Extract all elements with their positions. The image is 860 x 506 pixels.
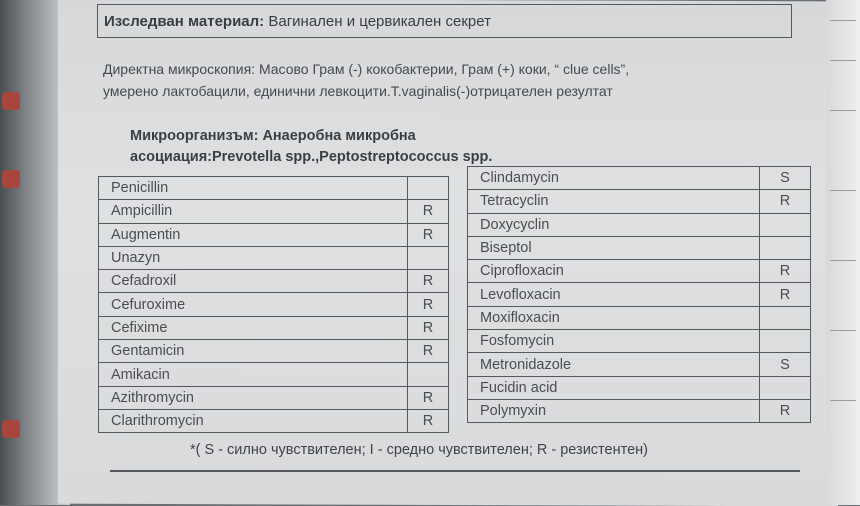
antibiotic-row bbox=[99, 386, 449, 409]
antibiotic-name: Ampicillin bbox=[99, 200, 408, 223]
red-object-middle bbox=[2, 170, 20, 188]
antibiotic-name: Moxifloxacin bbox=[468, 306, 760, 329]
organism-section bbox=[130, 126, 650, 168]
red-object-top bbox=[2, 92, 20, 110]
antibiotic-row bbox=[468, 353, 811, 376]
antibiotic-name: Clarithromycin bbox=[99, 409, 408, 432]
antibiotic-row bbox=[99, 340, 449, 363]
antibiotic-name: Biseptol bbox=[468, 236, 760, 259]
antibiotic-row bbox=[468, 236, 811, 259]
antibiotic-name: Cefixime bbox=[99, 316, 408, 339]
antibiotic-row bbox=[99, 200, 449, 223]
antibiotic-row bbox=[468, 260, 811, 283]
antibiotic-row bbox=[99, 246, 449, 269]
antibiotic-name: Amikacin bbox=[99, 363, 408, 386]
bottom-rule bbox=[110, 470, 800, 472]
antibiogram-table-right bbox=[467, 166, 811, 423]
antibiotic-row bbox=[468, 399, 811, 422]
antibiogram-table-left bbox=[98, 176, 449, 433]
microscopy-line-1: Директна микроскопия: Масово Грам (-) кокобактерии, Грам (+) коки, “ clue cells”, bbox=[103, 61, 630, 77]
susceptibility-result: R bbox=[408, 293, 449, 316]
antibiotic-row bbox=[468, 167, 811, 190]
antibiotic-row bbox=[99, 177, 449, 200]
susceptibility-result: R bbox=[408, 270, 449, 293]
susceptibility-result: R bbox=[760, 190, 811, 213]
right-paper-stack bbox=[826, 0, 860, 505]
susceptibility-result bbox=[760, 236, 811, 259]
material-section bbox=[97, 4, 792, 38]
antibiotic-row bbox=[99, 270, 449, 293]
material-value: Вагинален и цервикален секрет bbox=[268, 13, 491, 30]
antibiotic-name: Fosfomycin bbox=[468, 330, 760, 353]
antibiotic-row bbox=[99, 316, 449, 339]
organism-line-1: Микроорганизъм: Анаеробна микробна bbox=[130, 128, 416, 144]
antibiotic-name: Clindamycin bbox=[468, 167, 760, 190]
susceptibility-result: R bbox=[408, 409, 449, 432]
antibiotic-name: Penicillin bbox=[99, 177, 408, 200]
antibiotic-name: Ciprofloxacin bbox=[468, 260, 760, 283]
susceptibility-result: R bbox=[760, 260, 811, 283]
antibiotic-row bbox=[99, 363, 449, 386]
susceptibility-result bbox=[760, 330, 811, 353]
susceptibility-result bbox=[408, 177, 449, 200]
antibiotic-name: Cefadroxil bbox=[99, 270, 408, 293]
microscopy-line-2: умерено лактобацили, единични левкоцити.T.vaginalis(-)отрицателен резултат bbox=[103, 83, 613, 99]
antibiotic-row bbox=[99, 293, 449, 316]
antibiotic-name: Azithromycin bbox=[99, 386, 408, 409]
antibiotic-row bbox=[99, 223, 449, 246]
susceptibility-result: R bbox=[408, 200, 449, 223]
antibiotic-name: Fucidin acid bbox=[468, 376, 760, 399]
susceptibility-result: S bbox=[760, 353, 811, 376]
susceptibility-result bbox=[408, 246, 449, 269]
antibiotic-name: Levofloxacin bbox=[468, 283, 760, 306]
antibiotic-row bbox=[468, 190, 811, 213]
susceptibility-result: R bbox=[408, 316, 449, 339]
material-label: Изследван материал: bbox=[104, 13, 265, 30]
antibiotic-name: Unazyn bbox=[99, 246, 408, 269]
susceptibility-result: R bbox=[408, 223, 449, 246]
susceptibility-result: R bbox=[760, 399, 811, 422]
antibiotic-name: Metronidazole bbox=[468, 353, 760, 376]
legend-note: *( S - силно чувствителен; I - средно чувствителен; R - резистентен) bbox=[190, 442, 648, 458]
antibiotic-row bbox=[468, 376, 811, 399]
antibiotic-name: Augmentin bbox=[99, 223, 408, 246]
antibiotic-name: Doxycyclin bbox=[468, 213, 760, 236]
microscopy-section bbox=[103, 58, 783, 102]
susceptibility-result bbox=[760, 376, 811, 399]
susceptibility-result bbox=[408, 363, 449, 386]
antibiotic-row bbox=[99, 409, 449, 432]
red-object-bottom bbox=[2, 420, 20, 438]
susceptibility-result: R bbox=[408, 340, 449, 363]
antibiotic-row bbox=[468, 213, 811, 236]
organism-line-2: асоциация:Prevotella spp.,Peptostreptococcus spp. bbox=[130, 149, 493, 165]
antibiotic-name: Tetracyclin bbox=[468, 190, 760, 213]
susceptibility-result: R bbox=[408, 386, 449, 409]
antibiotic-name: Polymyxin bbox=[468, 399, 760, 422]
antibiotic-row bbox=[468, 306, 811, 329]
susceptibility-result bbox=[760, 306, 811, 329]
antibiotic-name: Cefuroxime bbox=[99, 293, 408, 316]
susceptibility-result: S bbox=[760, 167, 811, 190]
antibiotic-row bbox=[468, 330, 811, 353]
susceptibility-result bbox=[760, 213, 811, 236]
antibiotic-row bbox=[468, 283, 811, 306]
susceptibility-result: R bbox=[760, 283, 811, 306]
antibiotic-name: Gentamicin bbox=[99, 340, 408, 363]
